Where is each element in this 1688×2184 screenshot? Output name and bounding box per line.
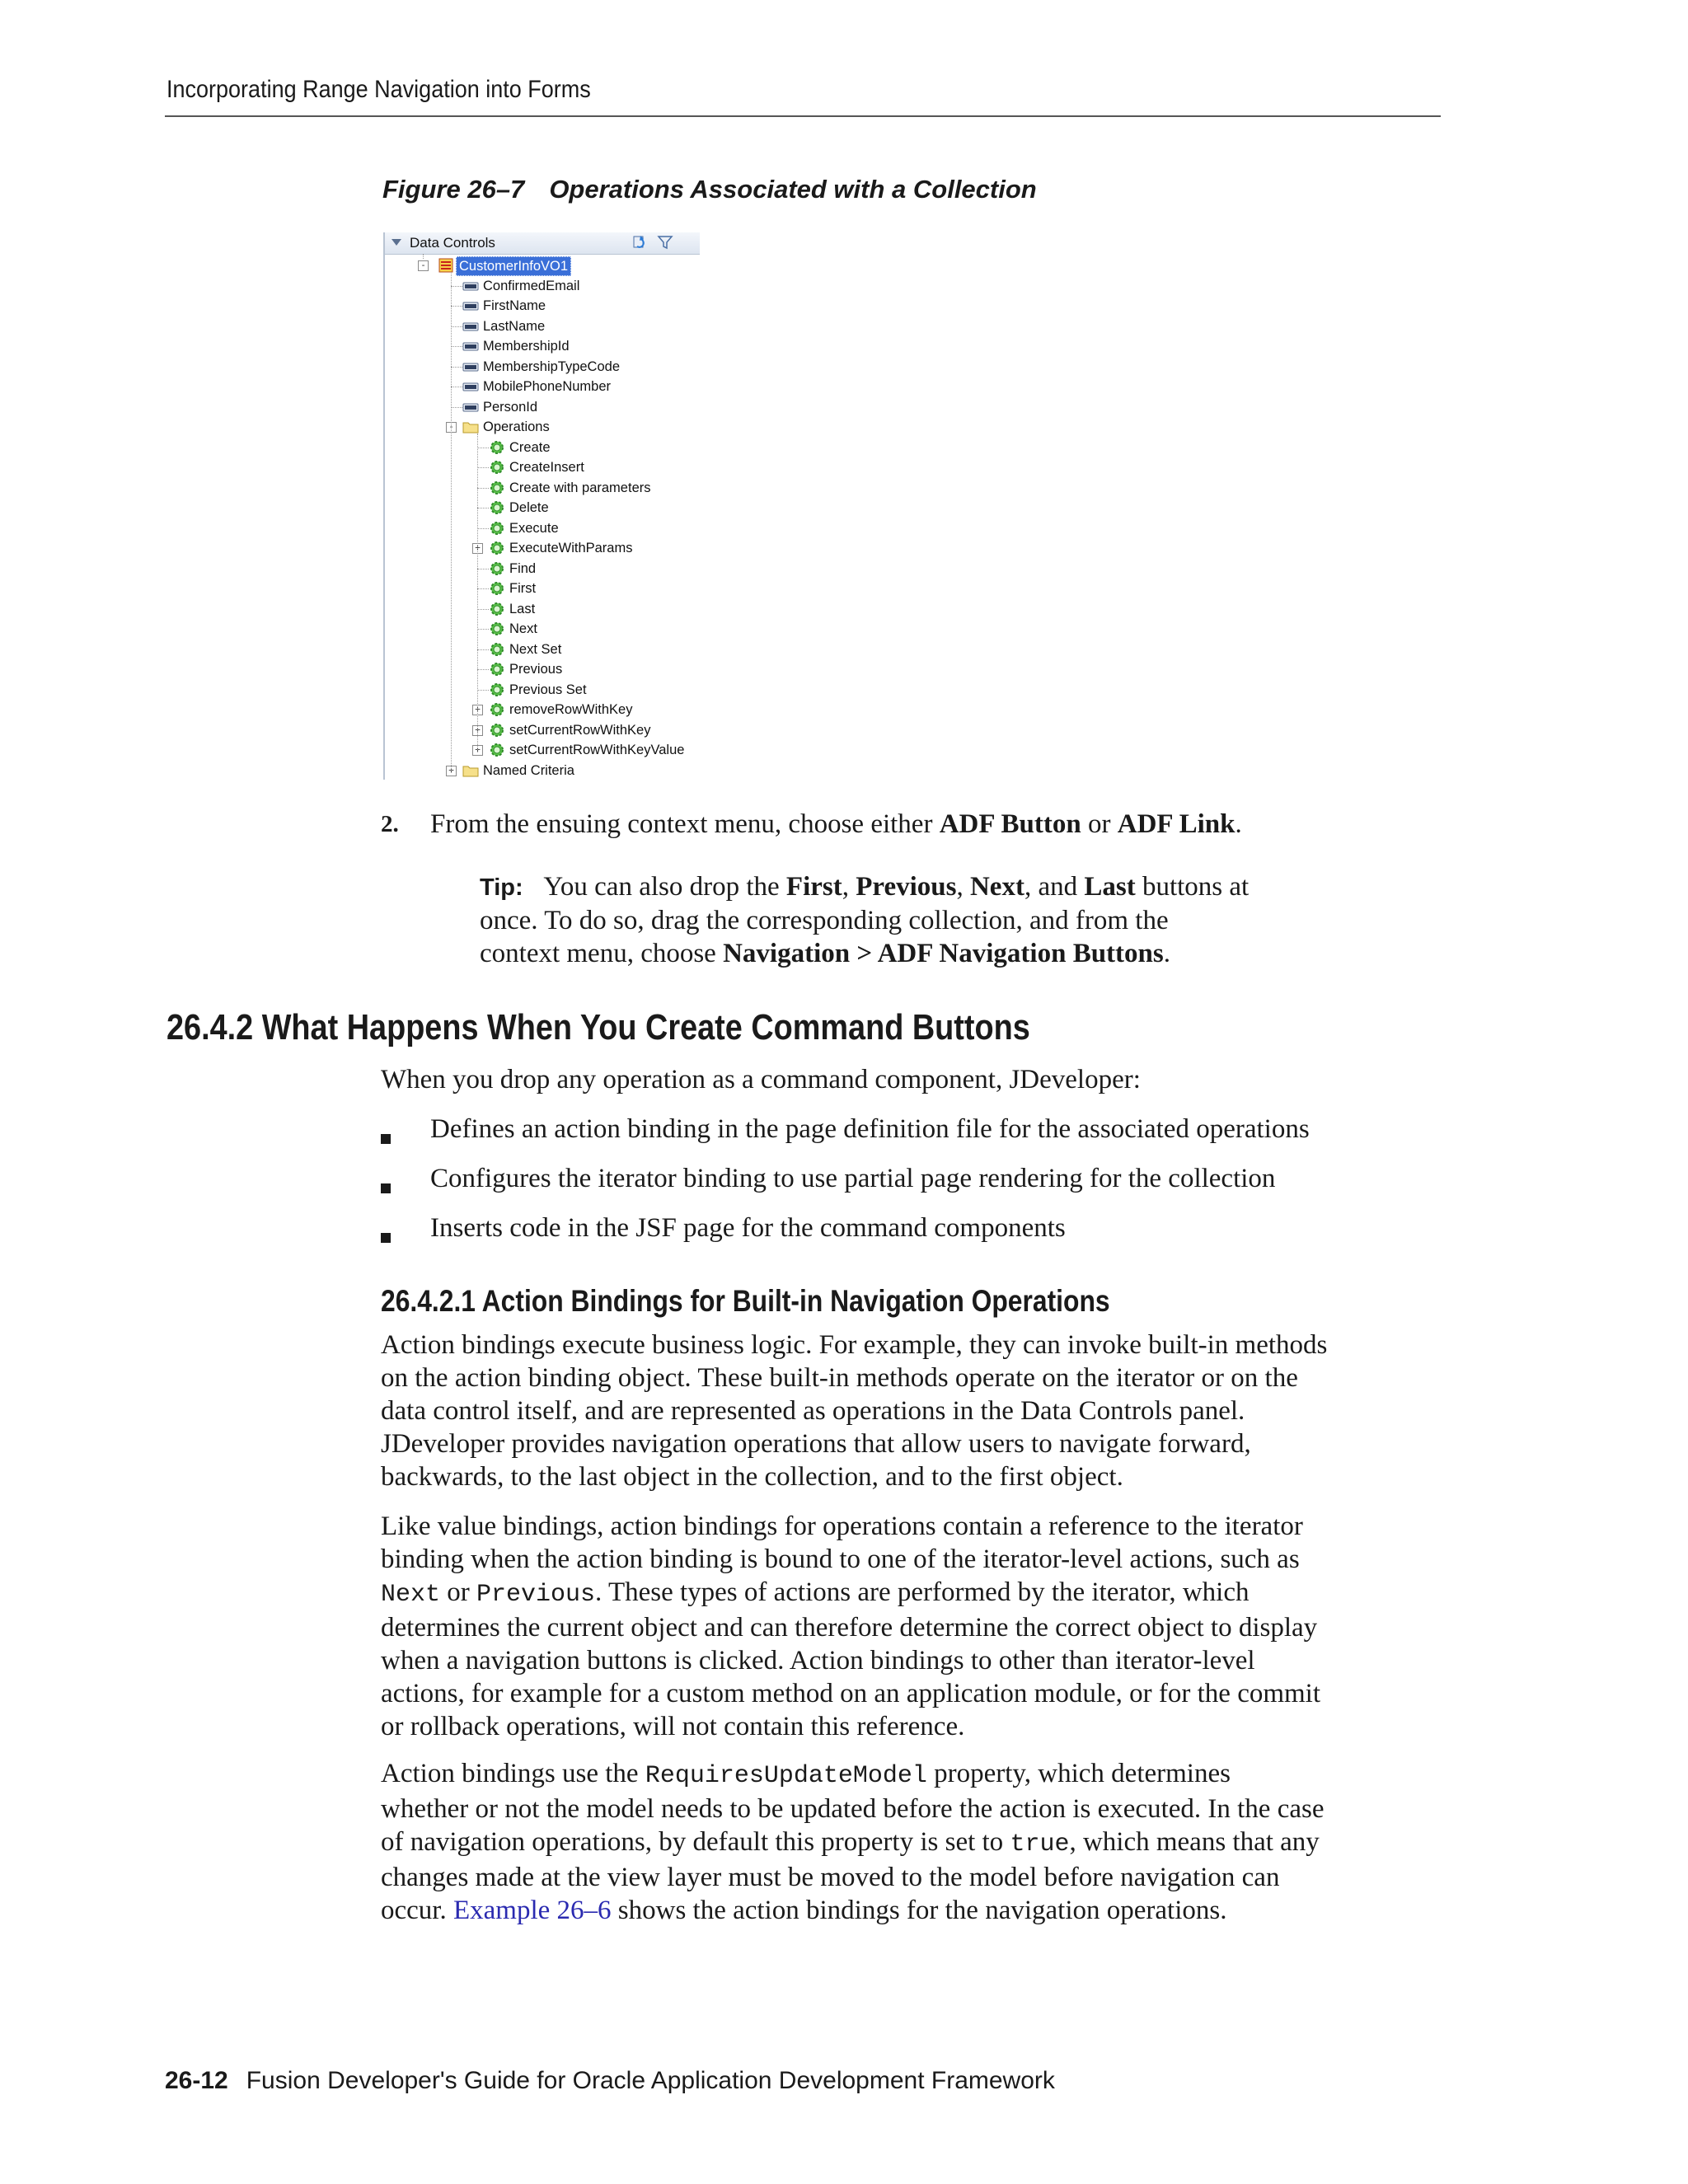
tree-node-attribute[interactable] xyxy=(385,296,698,316)
tip-box xyxy=(480,870,1428,970)
tree-node-attribute[interactable] xyxy=(385,316,698,336)
tree-node-label: MembershipId xyxy=(483,339,570,354)
tree-node-operation[interactable] xyxy=(385,438,698,457)
tree-connector xyxy=(451,272,452,771)
tree-node-named-criteria-folder[interactable] xyxy=(385,761,698,780)
p1-line: data control itself, and are represented as operations in the Data Controls panel. xyxy=(381,1396,1245,1426)
tree-node-operation[interactable] xyxy=(385,457,698,477)
tree-node-label: setCurrentRowWithKeyValue xyxy=(509,743,685,757)
tree-node-label: FirstName xyxy=(483,298,546,313)
tree-node-label: MembershipTypeCode xyxy=(483,359,620,374)
folder-icon xyxy=(462,419,479,435)
bullet-marker xyxy=(381,1183,391,1193)
tip-sep-2: , xyxy=(956,872,970,902)
tree-node-collection[interactable] xyxy=(385,255,698,275)
tree-connector xyxy=(477,629,489,630)
tree-node-label: CustomerInfoVO1 xyxy=(456,256,571,276)
tip-sep-3: , and xyxy=(1024,872,1085,902)
tree-connector xyxy=(451,346,462,347)
tree-node-operation[interactable] xyxy=(385,619,698,639)
folder-icon xyxy=(462,762,479,779)
step-2-text-a: From the ensuing context menu, choose either xyxy=(430,809,940,839)
tree-node-label: ExecuteWithParams xyxy=(509,541,633,555)
tree-node-operation[interactable] xyxy=(385,680,698,700)
running-header: Incorporating Range Navigation into Forms xyxy=(166,76,591,103)
tip-first: First xyxy=(785,872,842,902)
tree-connector xyxy=(477,588,489,589)
code-next: Next xyxy=(381,1581,441,1609)
tree-node-label: Previous xyxy=(509,662,563,677)
tip-last: Last xyxy=(1084,872,1136,902)
tip-nav-path: Navigation > ADF Navigation Buttons xyxy=(723,939,1164,968)
tip-sep-1: , xyxy=(842,872,856,902)
collapse-toggle-icon[interactable]: - xyxy=(418,260,429,271)
attribute-icon xyxy=(462,359,479,375)
p2-line: binding when the action binding is bound to one of the iterator-level actions, such as xyxy=(381,1544,1300,1574)
data-controls-panel xyxy=(383,232,700,780)
tree-node-operation[interactable] xyxy=(385,659,698,679)
filter-icon[interactable] xyxy=(657,234,673,251)
attribute-icon xyxy=(462,278,479,294)
tip-text-1: You can also drop the xyxy=(543,872,786,902)
tip-text-2: buttons at xyxy=(1135,872,1250,902)
operation-gear-icon xyxy=(489,439,505,456)
p3-line xyxy=(381,1894,1324,1927)
expand-toggle-icon[interactable]: + xyxy=(472,725,483,736)
tree-node-operation[interactable] xyxy=(385,599,698,619)
expand-toggle-icon[interactable]: + xyxy=(472,745,483,756)
tree-node-attribute[interactable] xyxy=(385,397,698,417)
tree-connector xyxy=(423,254,424,259)
p2-line xyxy=(381,1576,1320,1611)
p3-l3-post: , which means that any xyxy=(1069,1827,1320,1857)
operation-gear-icon xyxy=(489,621,505,637)
bullet-item: Inserts code in the JSF page for the command components xyxy=(430,1213,1066,1243)
code-requires-update-model: RequiresUpdateModel xyxy=(645,1762,927,1790)
p1-line: JDeveloper provides navigation operations that allow users to navigate forward, xyxy=(381,1429,1251,1459)
section-heading: 26.4.2 What Happens When You Create Command Buttons xyxy=(166,1007,1030,1047)
data-controls-title: Data Controls xyxy=(410,235,495,251)
tip-line-3 xyxy=(480,937,1428,970)
tree-node-operation[interactable] xyxy=(385,640,698,659)
tree-node-label: Next xyxy=(509,621,537,636)
tree-node-label: Create xyxy=(509,439,551,455)
tree-connector xyxy=(477,434,478,750)
operation-gear-icon xyxy=(489,641,505,658)
tip-line-3-post: . xyxy=(1163,939,1170,968)
tree-node-label: setCurrentRowWithKey xyxy=(509,722,651,738)
tree-node-operation[interactable] xyxy=(385,559,698,579)
code-previous: Previous xyxy=(476,1581,596,1609)
figure-caption xyxy=(382,175,1037,204)
p3-line: whether or not the model needs to be updated before the action is executed. In the case xyxy=(381,1794,1325,1824)
tree-node-operation[interactable] xyxy=(385,740,698,760)
tree-node-operation[interactable] xyxy=(385,478,698,498)
tree-connector xyxy=(451,326,462,327)
attribute-icon xyxy=(462,399,479,415)
book-title: Fusion Developer's Guide for Oracle Application Development Framework xyxy=(246,2067,1055,2094)
p3-l1-post: property, which determines xyxy=(926,1759,1231,1788)
tree-node-attribute[interactable] xyxy=(385,276,698,296)
tree-node-label: Create with parameters xyxy=(509,480,651,495)
tip-label: Tip: xyxy=(480,874,523,901)
tree-connector xyxy=(451,306,462,307)
step-2-text-c: . xyxy=(1235,809,1242,839)
expand-toggle-icon[interactable]: + xyxy=(472,705,483,715)
tree-node-attribute[interactable] xyxy=(385,336,698,356)
collapse-toggle-icon[interactable]: - xyxy=(446,422,457,433)
tree-node-operations-folder[interactable] xyxy=(385,417,698,437)
tree-node-attribute[interactable] xyxy=(385,357,698,377)
tip-line-1 xyxy=(480,870,1428,904)
operation-gear-icon xyxy=(489,742,505,758)
tree-node-operation[interactable] xyxy=(385,518,698,538)
operation-gear-icon xyxy=(489,661,505,677)
p3-l5-pre: occur. xyxy=(381,1896,453,1925)
section-intro: When you drop any operation as a command component, JDeveloper: xyxy=(381,1065,1141,1094)
operation-gear-icon xyxy=(489,480,505,496)
step-number: 2. xyxy=(381,811,399,837)
collapse-caret-icon[interactable] xyxy=(392,239,401,246)
tree-connector xyxy=(477,508,489,509)
operation-gear-icon xyxy=(489,459,505,476)
tree-node-attribute[interactable] xyxy=(385,377,698,396)
step-2-text xyxy=(430,808,1242,841)
refresh-icon[interactable] xyxy=(632,234,649,251)
p1-line: on the action binding object. These built-in methods operate on the iterator or on the xyxy=(381,1363,1298,1393)
p1-line: backwards, to the last object in the collection, and to the first object. xyxy=(381,1462,1123,1492)
operation-gear-icon xyxy=(489,682,505,698)
collection-icon xyxy=(438,257,454,274)
p2-or: or xyxy=(440,1577,477,1607)
tree-node-label: Named Criteria xyxy=(483,762,574,778)
tree-node-label: Delete xyxy=(509,500,549,515)
header-rule xyxy=(165,115,1441,117)
p3-l5-post: shows the action bindings for the navigation operations. xyxy=(611,1896,1227,1925)
p2-line3-rest: . These types of actions are performed by the iterator, which xyxy=(595,1577,1250,1607)
attribute-icon xyxy=(462,298,479,314)
tree-connector xyxy=(477,528,489,529)
paragraph-2 xyxy=(381,1510,1320,1743)
operation-gear-icon xyxy=(489,701,505,718)
tree-connector xyxy=(477,609,489,610)
p3-line xyxy=(381,1757,1324,1793)
tree-connector xyxy=(451,407,462,408)
paragraph-1 xyxy=(381,1329,1327,1493)
expand-toggle-icon[interactable]: + xyxy=(446,766,457,776)
operation-gear-icon xyxy=(489,722,505,738)
tip-line-3-pre: context menu, choose xyxy=(480,939,724,968)
tree-node-operation[interactable] xyxy=(385,498,698,518)
operation-gear-icon xyxy=(489,580,505,597)
bullet-item: Defines an action binding in the page definition file for the associated operations xyxy=(430,1114,1310,1144)
page-footer xyxy=(165,2067,1055,2095)
p3-line xyxy=(381,1825,1324,1861)
step-2-text-b: or xyxy=(1081,809,1118,839)
tip-line-2: once. To do so, drag the corresponding collection, and from the xyxy=(480,906,1169,935)
operation-gear-icon xyxy=(489,499,505,516)
p2-line: actions, for example for a custom method on an application module, or for the commit xyxy=(381,1679,1321,1708)
p3-l1-pre: Action bindings use the xyxy=(381,1759,645,1788)
tree-node-label: MobilePhoneNumber xyxy=(483,379,612,394)
operation-gear-icon xyxy=(489,601,505,617)
figure-number: Figure 26–7 xyxy=(382,175,525,204)
tree-connector xyxy=(477,467,489,468)
tree-node-label: Find xyxy=(509,560,537,576)
subsection-heading: 26.4.2.1 Action Bindings for Built-in Navigation Operations xyxy=(381,1284,1110,1318)
page-number: 26-12 xyxy=(165,2067,228,2094)
tree-connector xyxy=(477,669,489,670)
tree-connector xyxy=(477,488,489,489)
p2-line: determines the current object and can therefore determine the correct object to display xyxy=(381,1613,1318,1643)
tree-node-operation[interactable] xyxy=(385,579,698,598)
figure-title: Operations Associated with a Collection xyxy=(549,175,1037,204)
operation-gear-icon xyxy=(489,540,505,556)
p2-line: Like value bindings, action bindings for operations contain a reference to the iterator xyxy=(381,1511,1303,1541)
attribute-icon xyxy=(462,338,479,354)
tree-node-label: CreateInsert xyxy=(509,460,584,475)
data-controls-header xyxy=(385,232,700,255)
tree-node-operation[interactable] xyxy=(385,700,698,719)
tree-node-operation[interactable] xyxy=(385,538,698,558)
tree-node-label: PersonId xyxy=(483,399,538,415)
example-26-6-link[interactable]: Example 26–6 xyxy=(452,1896,612,1925)
bullet-item: Configures the iterator binding to use partial page rendering for the collection xyxy=(430,1164,1276,1193)
p2-line: when a navigation buttons is clicked. Action bindings to other than iterator-level xyxy=(381,1646,1255,1675)
p3-l3-pre: of navigation operations, by default this property is set to xyxy=(381,1827,1010,1857)
operation-gear-icon xyxy=(489,520,505,537)
p2-line: or rollback operations, will not contain this reference. xyxy=(381,1712,965,1741)
attribute-icon xyxy=(462,318,479,335)
tree-node-label: Previous Set xyxy=(509,682,587,697)
p3-line: changes made at the view layer must be moved to the model before navigation can xyxy=(381,1863,1280,1892)
p1-line: Action bindings execute business logic. For example, they can invoke built-in methods xyxy=(381,1330,1328,1360)
tree-connector xyxy=(477,649,489,650)
tree-node-label: ConfirmedEmail xyxy=(483,278,580,293)
tree-node-label: LastName xyxy=(483,318,546,334)
adf-button-term: ADF Button xyxy=(939,809,1081,839)
tip-next: Next xyxy=(969,872,1025,902)
tree-node-label: Execute xyxy=(509,520,559,536)
tree-node-label: Last xyxy=(509,601,536,616)
tree-node-label: Operations xyxy=(483,419,550,434)
bullet-marker xyxy=(381,1233,391,1243)
attribute-icon xyxy=(462,378,479,395)
tip-previous: Previous xyxy=(856,872,957,902)
operation-gear-icon xyxy=(489,560,505,577)
tree-connector xyxy=(451,286,462,287)
tree-connector xyxy=(477,690,489,691)
adf-link-term: ADF Link xyxy=(1117,809,1236,839)
paragraph-3 xyxy=(381,1757,1324,1927)
code-true: true xyxy=(1010,1830,1070,1858)
bullet-marker xyxy=(381,1134,391,1144)
tree-node-label: First xyxy=(509,581,537,596)
tree-connector xyxy=(451,367,462,368)
tree-node-operation[interactable] xyxy=(385,720,698,740)
expand-toggle-icon[interactable]: + xyxy=(472,543,483,554)
tree-node-label: Next Set xyxy=(509,641,562,657)
tree-node-label: removeRowWithKey xyxy=(509,702,633,717)
